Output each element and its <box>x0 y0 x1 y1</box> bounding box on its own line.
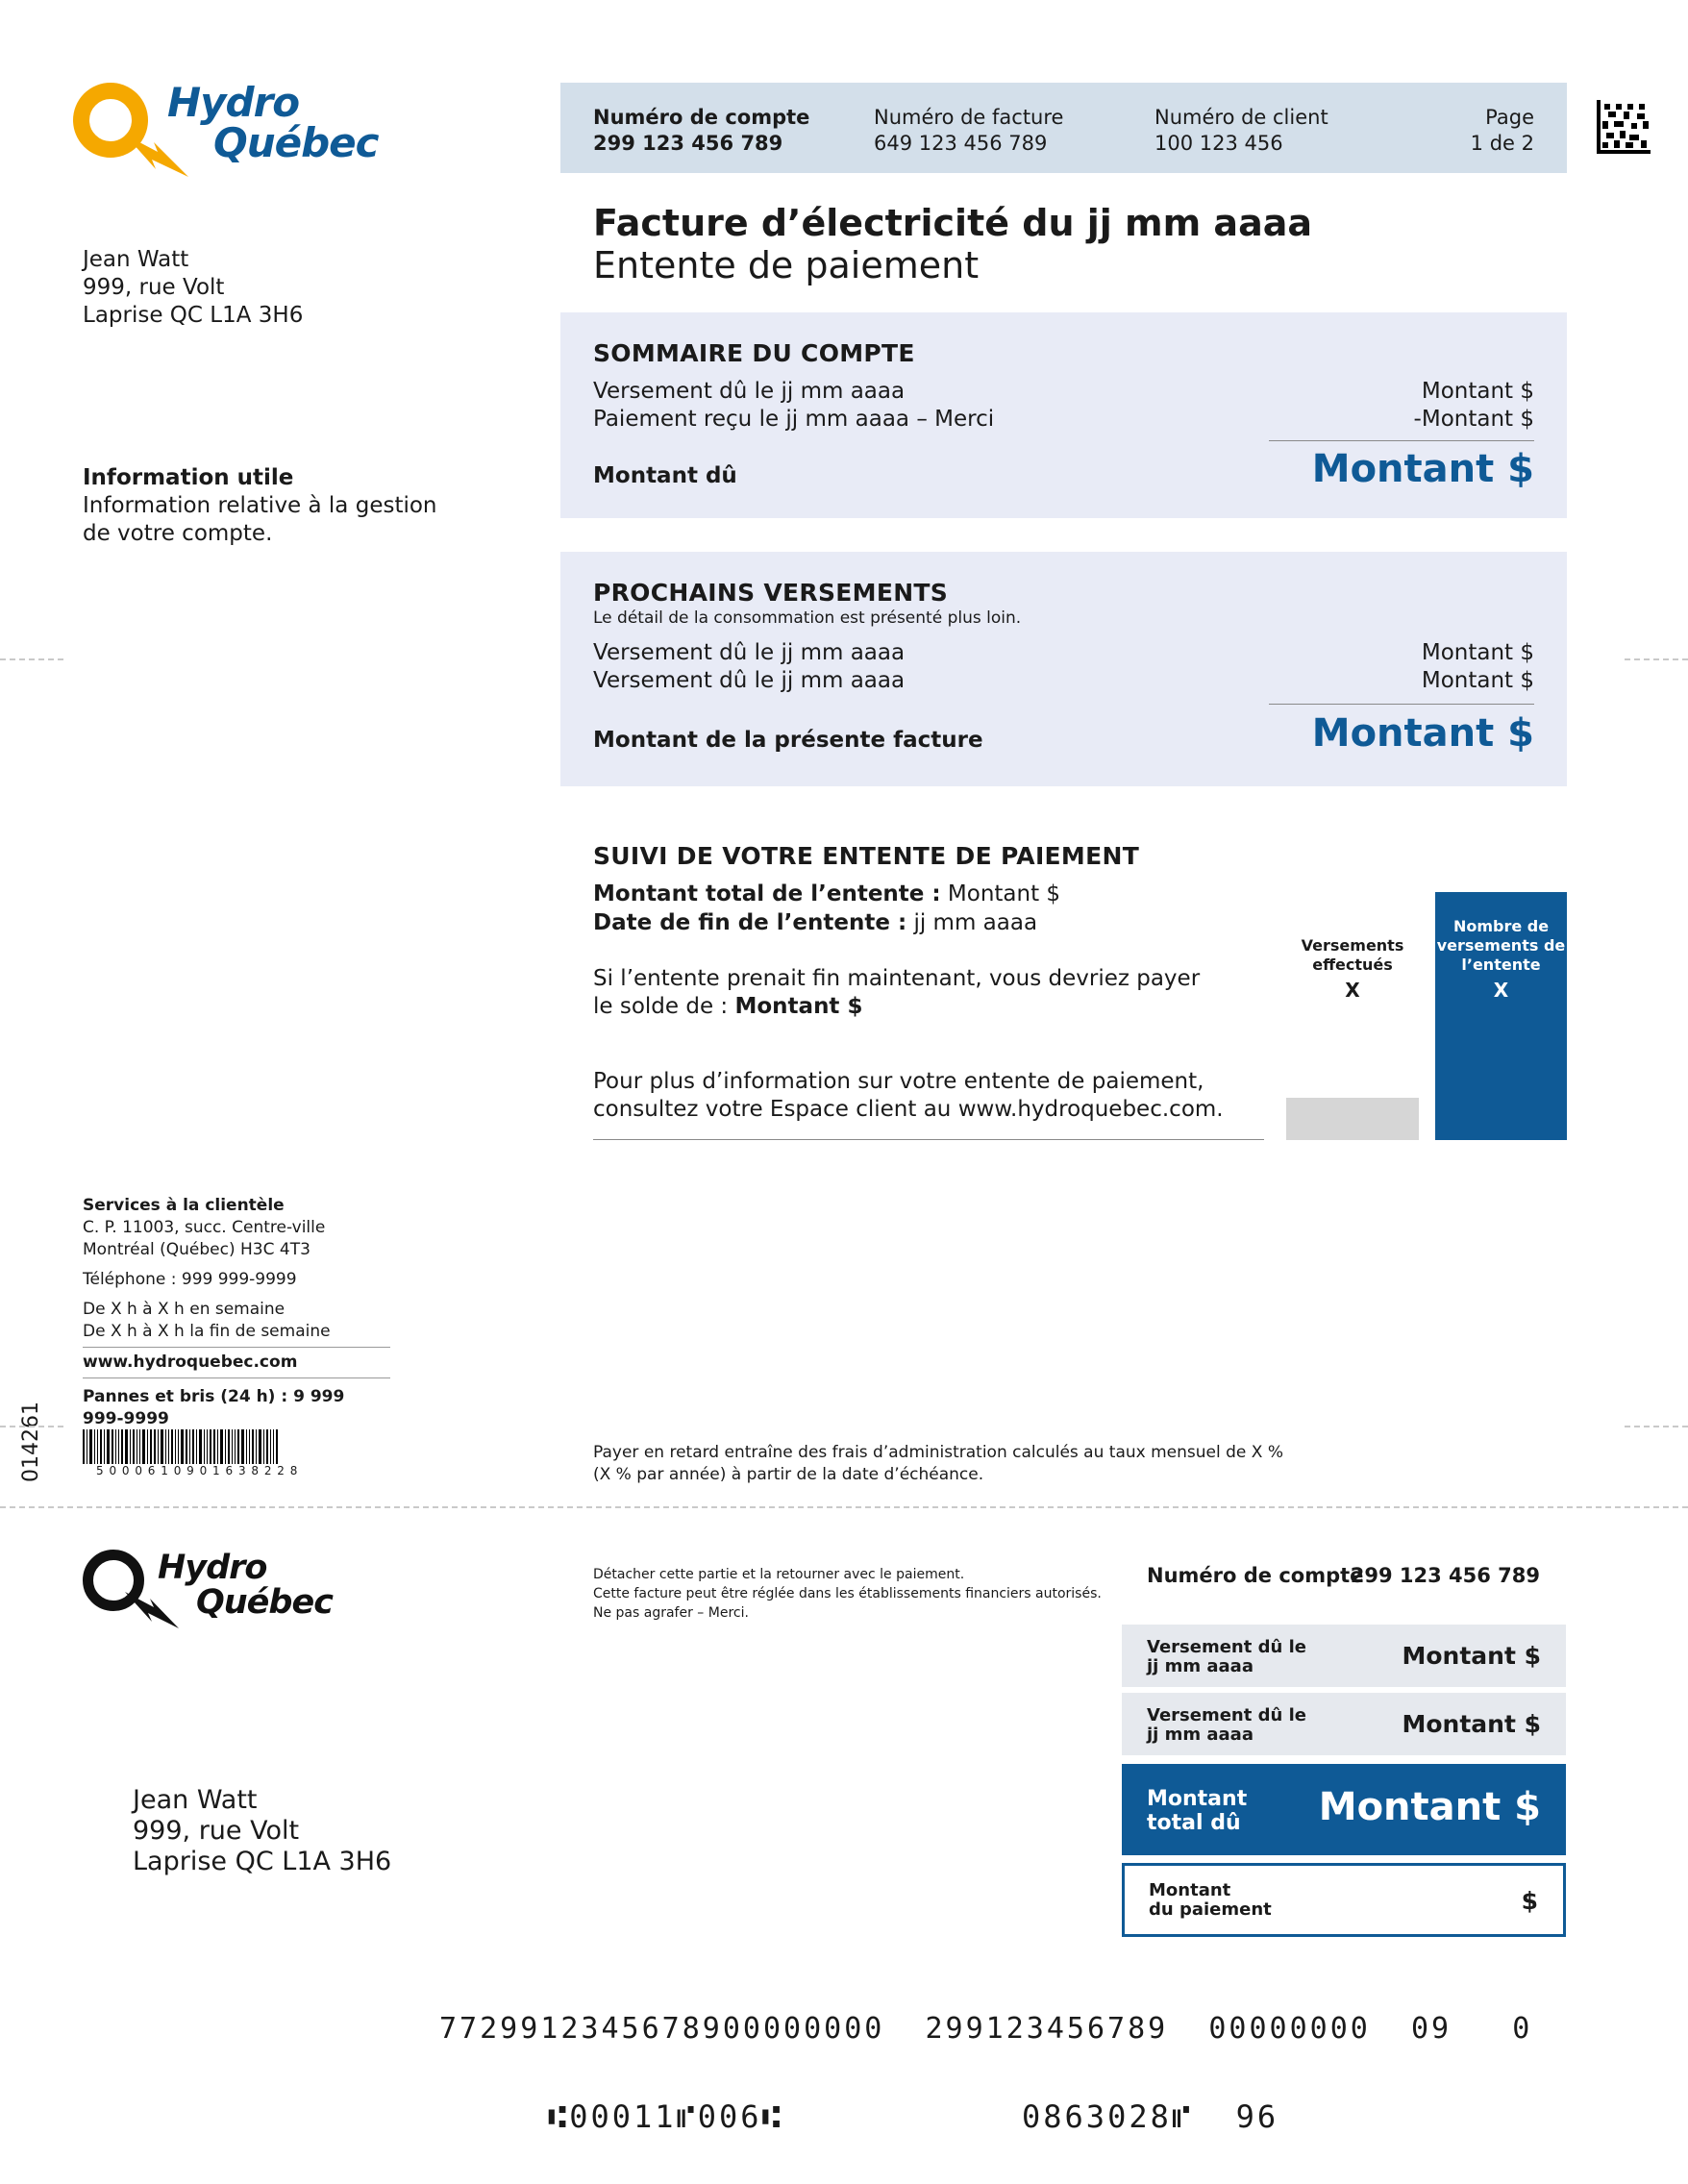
barcode-bar <box>121 1429 123 1464</box>
fold-mark-right <box>1625 658 1688 660</box>
page-value: 1 de 2 <box>1470 132 1534 155</box>
barcode-bar <box>161 1429 163 1464</box>
client-number-value: 100 123 456 <box>1154 132 1283 155</box>
agreement-end <box>593 909 1037 937</box>
useful-info <box>83 464 437 548</box>
service-divider-2 <box>83 1377 390 1378</box>
barcode-bar <box>263 1429 264 1464</box>
stub-total-label-2: total dû <box>1147 1811 1241 1835</box>
agreement-more-line2: consultez votre Espace client au www.hydroquebec.com. <box>593 1097 1224 1122</box>
barcode-bar <box>225 1429 226 1464</box>
late-fee-line2: (X % par année) à partir de la date d’échéance. <box>593 1465 984 1484</box>
stub-note2: Cette facture peut être réglée dans les établissements financiers autorisés. <box>593 1586 1102 1601</box>
barcode-bar <box>210 1429 211 1464</box>
agreement-end-value: jj mm aaaa <box>913 910 1038 935</box>
bill-title <box>593 202 1312 286</box>
service-address2: Montréal (Québec) H3C 4T3 <box>83 1240 310 1259</box>
page-label: Page <box>1485 106 1534 129</box>
stub-payment-label-2: du paiement <box>1149 1899 1272 1920</box>
service-hours2: De X h à X h la fin de semaine <box>83 1322 331 1341</box>
barcode-bar <box>147 1429 148 1464</box>
amount-due-label: Montant dû <box>593 463 737 488</box>
barcode-bar <box>207 1429 208 1464</box>
barcode-bar <box>192 1429 194 1464</box>
payments-count-value: X <box>1493 979 1509 1002</box>
upcoming-divider <box>1269 704 1534 705</box>
customer-service <box>83 1195 390 1430</box>
barcode-bar <box>228 1429 230 1464</box>
payments-count-column <box>1435 892 1567 1140</box>
barcode-bar <box>235 1429 236 1464</box>
barcode-bar <box>118 1429 119 1464</box>
stub-due2-label-1: Versement dû le <box>1147 1705 1306 1725</box>
bill-title-sub: Entente de paiement <box>593 244 980 286</box>
agreement-more-line1: Pour plus d’information sur votre entente de paiement, <box>593 1069 1204 1094</box>
stub-payment-amount[interactable] <box>1122 1863 1566 1937</box>
payments-count-label-3: l’entente <box>1461 956 1541 974</box>
fold-mark-left <box>0 658 63 660</box>
micr-line-1: 7729912345678900000000 299123456789 00000000 09 0 <box>439 2012 1533 2046</box>
barcode-bar <box>213 1429 215 1464</box>
barcode-bar <box>232 1429 233 1464</box>
page-number-block <box>1471 105 1534 157</box>
service-address1: C. P. 11003, succ. Centre-ville <box>83 1218 326 1237</box>
agreement-more-info <box>593 1068 1224 1124</box>
stub-due1-label-1: Versement dû le <box>1147 1637 1306 1657</box>
account-header-band <box>560 83 1567 173</box>
stub-note3: Ne pas agrafer – Merci. <box>593 1605 749 1621</box>
late-fee-line1: Payer en retard entraîne des frais d’administration calculés au taux mensuel de X % <box>593 1443 1283 1462</box>
late-fee-note <box>593 1442 1283 1486</box>
stub-total-value: Montant $ <box>1318 1785 1541 1829</box>
stub-recipient-street: 999, rue Volt <box>133 1816 300 1846</box>
barcode-bar <box>189 1429 190 1464</box>
stub-account-label: Numéro de compte <box>1147 1564 1364 1587</box>
tear-line <box>0 1506 1688 1508</box>
stub-payment-label-1: Montant <box>1149 1880 1231 1900</box>
barcode-bar <box>94 1429 95 1464</box>
upcoming-payments-panel <box>560 552 1567 786</box>
summary-row1-value: Montant $ <box>1421 379 1534 404</box>
barcode-bar <box>259 1429 261 1464</box>
service-hours1: De X h à X h en semaine <box>83 1300 285 1319</box>
barcode-bar <box>273 1429 274 1464</box>
recipient-city: Laprise QC L1A 3H6 <box>83 303 304 328</box>
barcode-bar <box>186 1429 187 1464</box>
barcode-bar <box>104 1429 105 1464</box>
stub-due1-label <box>1147 1638 1306 1676</box>
stub-payment-label <box>1149 1881 1272 1920</box>
invoice-number-label: Numéro de facture <box>874 106 1064 129</box>
barcode-bar <box>256 1429 257 1464</box>
stub-due2-label-2: jj mm aaaa <box>1147 1725 1254 1745</box>
summary-row2-value: -Montant $ <box>1413 407 1534 432</box>
barcode-bar <box>97 1429 98 1464</box>
client-number-label: Numéro de client <box>1154 106 1328 129</box>
service-phone: Téléphone : 999 999-9999 <box>83 1270 297 1289</box>
barcode-bar <box>112 1429 113 1464</box>
service-title: Services à la clientèle <box>83 1196 285 1215</box>
stub-due1-value: Montant $ <box>1402 1642 1541 1670</box>
service-outages: Pannes et bris (24 h) : 9 999 999-9999 <box>83 1387 345 1428</box>
stub-due2 <box>1122 1693 1566 1755</box>
upcoming-title: PROCHAINS VERSEMENTS <box>593 579 949 607</box>
stub-logo <box>81 1548 331 1634</box>
stub-notes <box>593 1565 1102 1623</box>
useful-info-line1: Information relative à la gestion <box>83 493 437 518</box>
barcode-bar <box>142 1429 145 1464</box>
stub-total-due <box>1122 1764 1566 1855</box>
upcoming-note: Le détail de la consommation est présenté plus loin. <box>593 608 1022 628</box>
payments-done-column <box>1286 936 1419 1000</box>
side-code: 014261 <box>19 1402 43 1482</box>
barcode-bar <box>133 1429 135 1464</box>
barcode-bar <box>175 1429 176 1464</box>
summary-row1-label: Versement dû le jj mm aaaa <box>593 379 906 404</box>
stub-logo-hydro: Hydro <box>158 1549 267 1587</box>
recipient-street: 999, rue Volt <box>83 275 225 300</box>
stub-recipient-city: Laprise QC L1A 3H6 <box>133 1847 392 1876</box>
useful-info-title: Information utile <box>83 465 294 490</box>
stub-note1: Détacher cette partie et la retourner avec le paiement. <box>593 1567 965 1582</box>
barcode-bar <box>217 1429 218 1464</box>
agreement-balance-label: le solde de : <box>593 994 729 1019</box>
barcode-bar <box>83 1429 85 1464</box>
bill-title-main: Facture d’électricité du jj mm aaaa <box>593 202 1312 244</box>
payments-done-value: X <box>1345 979 1360 1002</box>
barcode-bar <box>107 1429 110 1464</box>
summary-row2-label: Paiement reçu le jj mm aaaa – Merci <box>593 407 995 432</box>
barcode-bar <box>130 1429 131 1464</box>
agreement-total-value: Montant $ <box>947 881 1061 906</box>
barcode-bar <box>241 1429 244 1464</box>
agreement-balance-line1: Si l’entente prenait fin maintenant, vous devriez payer <box>593 966 1201 991</box>
amount-due-value: Montant $ <box>1311 447 1534 491</box>
useful-info-line2: de votre compte. <box>83 521 273 546</box>
datamatrix-code-icon <box>1597 100 1651 154</box>
agreement-balance <box>593 965 1200 1021</box>
barcode-bar <box>171 1429 173 1464</box>
stub-recipient-address <box>133 1785 391 1877</box>
barcode-bar <box>199 1429 202 1464</box>
fold-mark-left-2 <box>0 1426 63 1427</box>
barcode-bar <box>204 1429 205 1464</box>
barcode-bar <box>181 1429 184 1464</box>
barcode-bar <box>150 1429 152 1464</box>
service-divider-1 <box>83 1347 390 1348</box>
invoice-number-value: 649 123 456 789 <box>874 132 1048 155</box>
payments-done-label-1: Versements <box>1301 936 1404 955</box>
upcoming-row1-label: Versement dû le jj mm aaaa <box>593 640 906 665</box>
stub-payment-value: $ <box>1521 1887 1538 1915</box>
account-number-value: 299 123 456 789 <box>593 132 783 155</box>
upcoming-row1-value: Montant $ <box>1421 640 1534 665</box>
barcode-bar <box>168 1429 169 1464</box>
barcode-digits: 5 0 0 0 6 1 0 9 0 1 6 3 8 2 2 8 <box>96 1464 299 1477</box>
account-number-block <box>593 105 809 157</box>
summary-title: SOMMAIRE DU COMPTE <box>593 339 915 367</box>
barcode-bar <box>115 1429 116 1464</box>
client-number-block <box>1154 105 1328 157</box>
agreement-end-label: Date de fin de l’entente : <box>593 910 907 935</box>
barcode-bar <box>266 1429 268 1464</box>
barcode-bar <box>158 1429 159 1464</box>
stub-logo-quebec: Québec <box>196 1583 333 1622</box>
agreement-balance-value: Montant $ <box>734 994 863 1019</box>
barcode-bar <box>252 1429 254 1464</box>
barcode-bar <box>220 1429 223 1464</box>
stub-logo-bolt-icon <box>125 1592 183 1634</box>
micr-line-2-left: ⑆00011⑈006⑆ <box>548 2098 783 2135</box>
barcode-bar <box>246 1429 247 1464</box>
barcode-bar <box>249 1429 250 1464</box>
barcode-bar <box>154 1429 156 1464</box>
invoice-number-block <box>874 105 1063 157</box>
agreement-balance-line2 <box>593 993 1200 1021</box>
agreement-bottom-rule <box>593 1139 1264 1140</box>
barcode-bar <box>165 1429 166 1464</box>
stub-due2-value: Montant $ <box>1402 1710 1541 1738</box>
payments-count-label-1: Nombre de <box>1452 917 1550 935</box>
upcoming-row2-label: Versement dû le jj mm aaaa <box>593 668 906 693</box>
barcode-bar <box>125 1429 128 1464</box>
logo-bolt-icon <box>125 135 192 183</box>
barcode-bar <box>270 1429 271 1464</box>
upcoming-row2-value: Montant $ <box>1421 668 1534 693</box>
account-barcode <box>83 1429 390 1477</box>
current-bill-value: Montant $ <box>1311 711 1534 756</box>
agreement-total-label: Montant total de l’entente : <box>593 881 941 906</box>
agreement-total <box>593 881 1060 908</box>
micr-line-2-right: 0863028⑈ 96 <box>1022 2098 1279 2135</box>
stub-account-value: 299 123 456 789 <box>1350 1564 1540 1587</box>
payments-done-label-2: effectués <box>1312 956 1393 974</box>
account-number-label: Numéro de compte <box>593 106 810 129</box>
stub-due1-label-2: jj mm aaaa <box>1147 1656 1254 1676</box>
barcode-bar <box>89 1429 92 1464</box>
hydro-quebec-logo <box>71 81 379 177</box>
barcode-bar <box>276 1429 278 1464</box>
stub-due1 <box>1122 1625 1566 1687</box>
agreement-title: SUIVI DE VOTRE ENTENTE DE PAIEMENT <box>593 842 1140 870</box>
barcode-bars <box>83 1429 390 1464</box>
logo-quebec: Québec <box>213 119 379 166</box>
summary-divider <box>1269 440 1534 441</box>
barcode-bar <box>139 1429 140 1464</box>
payments-count-label-2: versements de <box>1436 936 1566 955</box>
fold-mark-right-2 <box>1625 1426 1688 1427</box>
stub-total-label <box>1147 1787 1247 1835</box>
service-website: www.hydroquebec.com <box>83 1353 298 1372</box>
payments-done-bar <box>1286 1098 1419 1140</box>
barcode-bar <box>237 1429 239 1464</box>
logo-hydro: Hydro <box>167 79 300 126</box>
recipient-address <box>83 246 303 330</box>
barcode-bar <box>178 1429 179 1464</box>
current-bill-label: Montant de la présente facture <box>593 728 983 753</box>
stub-total-label-1: Montant <box>1147 1787 1248 1811</box>
stub-due2-label <box>1147 1706 1306 1745</box>
barcode-bar <box>196 1429 197 1464</box>
barcode-bar <box>100 1429 102 1464</box>
account-summary-panel <box>560 312 1567 518</box>
recipient-name: Jean Watt <box>83 247 189 272</box>
stub-recipient-name: Jean Watt <box>133 1785 258 1815</box>
